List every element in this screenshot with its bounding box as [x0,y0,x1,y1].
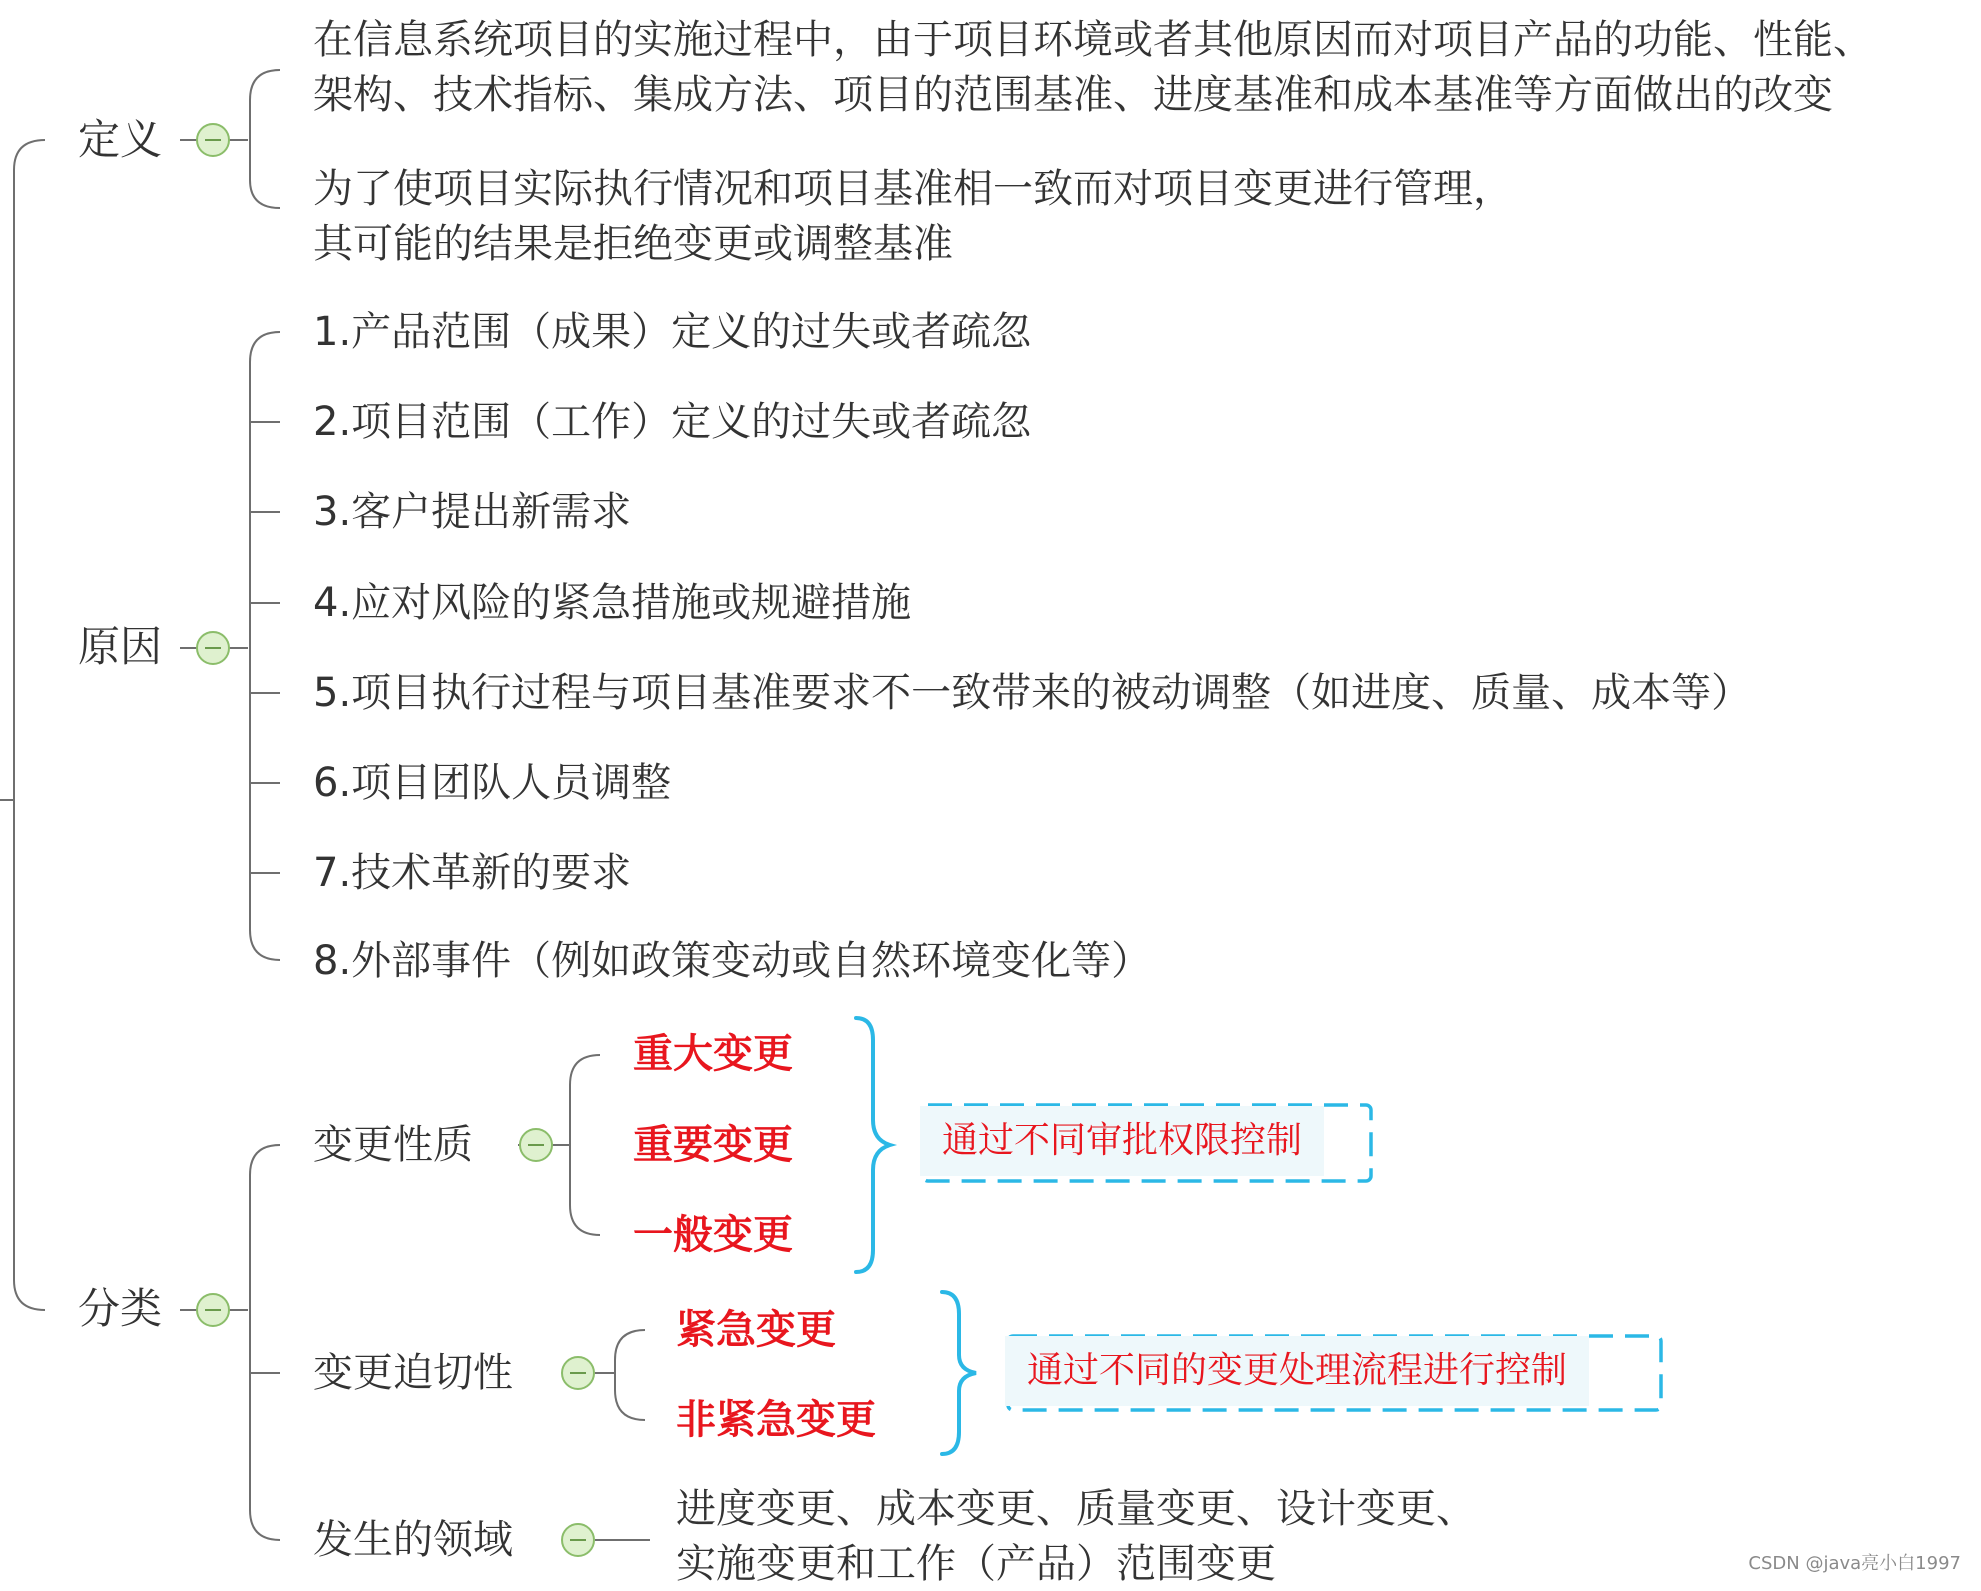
subtopic-change-nature: 变更性质 [313,1122,473,1168]
cause-item-7: 7.技术革新的要求 [313,850,632,896]
topic-classification: 分类 [78,1284,163,1333]
cause-item-2: 2.项目范围（工作）定义的过失或者疏忽 [313,399,1032,445]
subtopic-change-urgency: 变更迫切性 [313,1350,513,1396]
collapse-toggle-change-urgency[interactable] [561,1356,595,1390]
cause-item-3: 3.客户提出新需求 [313,489,632,535]
cause-item-1: 1.产品范围（成果）定义的过失或者疏忽 [313,309,1032,355]
definition-item-2-line-1: 为了使项目实际执行情况和项目基准相一致而对项目变更进行管理， [313,166,1513,212]
change-urgency-urgent: 紧急变更 [676,1307,836,1353]
note-change-process: 通过不同的变更处理流程进行控制 [1005,1336,1589,1406]
collapse-toggle-change-domain[interactable] [561,1523,595,1557]
cause-item-5: 5.项目执行过程与项目基准要求不一致带来的被动调整（如进度、质量、成本等） [313,670,1752,716]
change-domain-line-2: 实施变更和工作（产品）范围变更 [676,1541,1276,1587]
change-domain-line-1: 进度变更、成本变更、质量变更、设计变更、 [676,1486,1476,1532]
cause-item-6: 6.项目团队人员调整 [313,760,672,806]
definition-item-2-line-2: 其可能的结果是拒绝变更或调整基准 [313,221,953,267]
collapse-toggle-causes[interactable] [196,631,230,665]
collapse-toggle-classification[interactable] [196,1293,230,1327]
change-urgency-non-urgent: 非紧急变更 [676,1397,876,1443]
note-approval-authority: 通过不同审批权限控制 [920,1106,1324,1176]
topic-definition: 定义 [78,115,163,164]
cause-item-8: 8.外部事件（例如政策变动或自然环境变化等） [313,938,1152,984]
change-nature-major: 重大变更 [633,1031,793,1077]
cause-item-4: 4.应对风险的紧急措施或规避措施 [313,580,912,626]
watermark: CSDN @java亮小白1997 [1748,1553,1961,1574]
collapse-toggle-change-nature[interactable] [519,1128,553,1162]
subtopic-change-domain: 发生的领域 [313,1517,513,1563]
topic-causes: 原因 [78,622,163,671]
change-nature-important: 重要变更 [633,1122,793,1168]
definition-item-1-line-2: 架构、技术指标、集成方法、项目的范围基准、进度基准和成本基准等方面做出的改变 [313,72,1833,118]
change-nature-general: 一般变更 [633,1212,793,1258]
definition-item-1-line-1: 在信息系统项目的实施过程中，由于项目环境或者其他原因而对项目产品的功能、性能、 [313,17,1873,63]
collapse-toggle-definition[interactable] [196,123,230,157]
